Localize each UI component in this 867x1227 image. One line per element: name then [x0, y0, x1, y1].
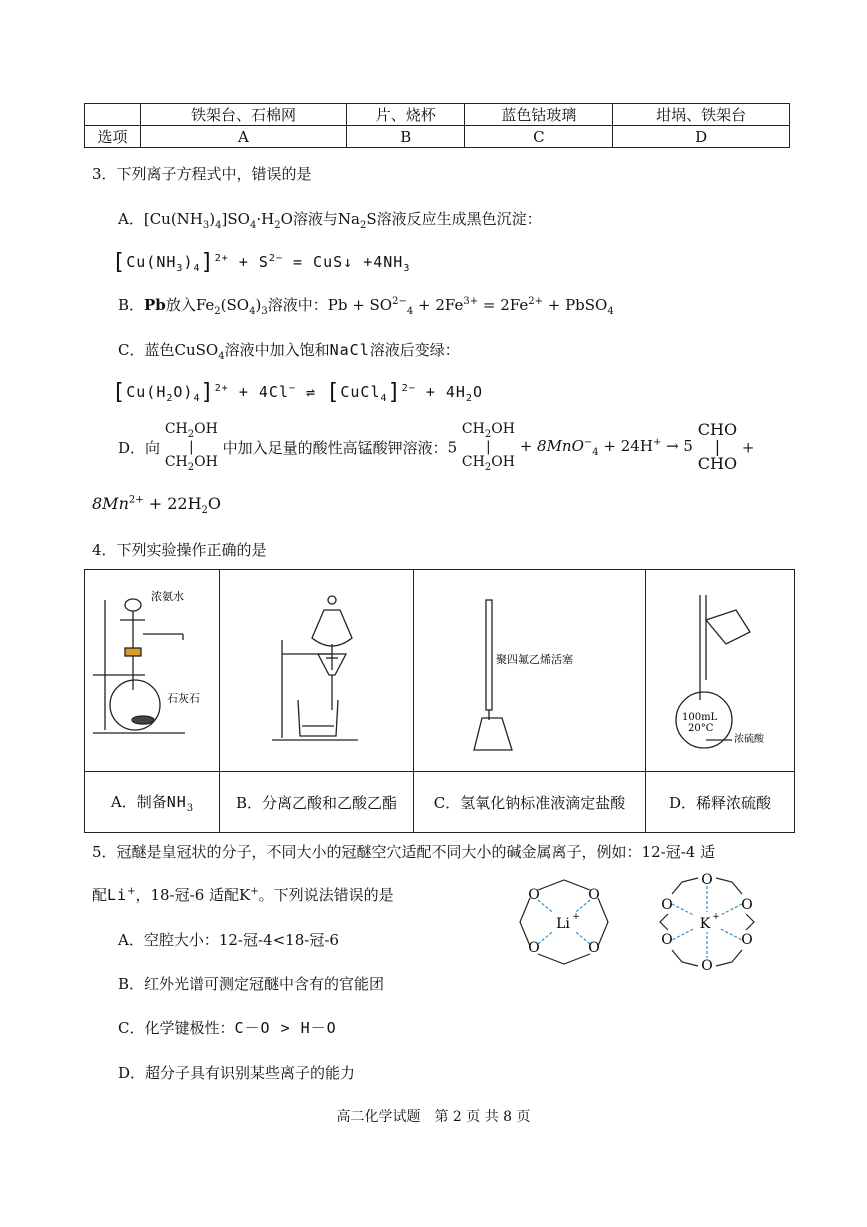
- caption-a: A．制备$NH_3$: [85, 772, 220, 833]
- svg-text:O: O: [528, 887, 540, 903]
- q3-stem: 3．下列离子方程式中，错误的是: [92, 165, 312, 183]
- answer-options-table: [84, 103, 790, 148]
- q3-option-d: D．向 $CH_2OH$ | $CH_2OH$ 中加入足量的酸性高锰酸钾溶液：5 $CH_2OH$ | $CH_2OH + 8MnO^-_4 + 24H^+ \to 5$ CHO | CHO +: [118, 420, 755, 474]
- table-cell: 坩埚、铁架台: [613, 104, 790, 126]
- crown-ether-18-6-structure: [652, 868, 764, 976]
- q5-option-d: D．超分子具有识别某些离子的能力: [118, 1064, 356, 1082]
- apparatus-b: [220, 570, 414, 772]
- ethylene-glycol-structure: $CH_2OH$ | $CH_2OH$: [164, 421, 218, 473]
- svg-text:O: O: [588, 887, 600, 903]
- glyoxal-structure: CHO | CHO: [697, 420, 738, 474]
- table-cell: 蓝色钴玻璃: [465, 104, 613, 126]
- svg-text:浓硫酸: 浓硫酸: [734, 734, 764, 745]
- svg-text:20°C: 20°C: [688, 723, 714, 734]
- table-row-label: 选项: [85, 126, 141, 148]
- q5-option-c: C．化学键极性：C－O > H－O: [118, 1019, 337, 1037]
- svg-text:石灰石: 石灰石: [167, 692, 200, 705]
- table-cell: [85, 104, 141, 126]
- svg-text:聚四氟乙烯活塞: 聚四氟乙烯活塞: [496, 653, 573, 666]
- q4-stem: 4．下列实验操作正确的是: [92, 541, 267, 559]
- svg-text:O: O: [741, 897, 753, 913]
- svg-text:O: O: [701, 872, 713, 888]
- caption-b: B．分离乙酸和乙酸乙酯: [220, 772, 414, 833]
- q3-option-b: B．Pb放入$Fe_2(SO_4)_3$溶液中：$Pb + SO^{2-}_4 + 2Fe^{3+} = 2Fe^{2+}$ + PbSO$_4$: [118, 296, 614, 317]
- apparatus-c: [414, 570, 646, 772]
- ethylene-glycol-structure: $CH_2OH$ | $CH_2OH$: [461, 421, 515, 473]
- table-cell: A: [141, 126, 347, 148]
- svg-text:+: +: [572, 912, 580, 922]
- q5-option-a: A．空腔大小：12-冠-4<18-冠-6: [118, 931, 339, 949]
- q5-stem-line2: 配Li+，18-冠-6 适配K+。下列说法错误的是: [92, 886, 394, 904]
- experiment-table: [84, 569, 795, 833]
- q3-option-c: C．蓝色CuSO$_4$溶液中加入饱和NaCl溶液后变绿：: [118, 341, 460, 362]
- q3-option-d-line2: $8Mn^{2+} + 22H_2O$: [92, 494, 222, 517]
- q3-option-a: A．$[Cu(NH_3)_4]SO_4\cdot H_2O$溶液与$Na_2S$溶液反应生成黑色沉淀：: [118, 210, 542, 231]
- q3-equation-c: $[Cu(H_2O)_4]^{2+} + 4Cl^-$ ⇌ [CuCl$_4$]$^{2-}$ + $4H_2O$: [112, 380, 484, 405]
- ammonia-apparatus-drawing: [85, 570, 219, 767]
- titration-burette-drawing: [414, 570, 645, 767]
- table-cell: D: [613, 126, 790, 148]
- apparatus-d: [646, 570, 795, 772]
- q5-stem-line1: 5．冠醚是皇冠状的分子，不同大小的冠醚空穴适配不同大小的碱金属离子，例如：12-冠-4 适: [92, 843, 716, 861]
- svg-text:浓氨水: 浓氨水: [151, 590, 184, 603]
- table-cell: 片、烧杯: [346, 104, 465, 126]
- apparatus-a: [85, 570, 220, 772]
- svg-text:O: O: [701, 958, 713, 974]
- svg-text:O: O: [661, 897, 673, 913]
- page-footer: 高二化学试题 第 2 页 共 8 页: [336, 1109, 531, 1125]
- svg-text:O: O: [528, 940, 540, 956]
- svg-text:Li: Li: [556, 916, 570, 932]
- table-cell: C: [465, 126, 613, 148]
- svg-text:O: O: [661, 932, 673, 948]
- volumetric-flask-drawing: [646, 570, 794, 767]
- svg-text:+: +: [712, 912, 720, 922]
- svg-text:K: K: [699, 916, 711, 932]
- svg-text:100mL: 100mL: [682, 712, 718, 723]
- table-cell: B: [346, 126, 465, 148]
- crown-ether-12-4-structure: [508, 872, 620, 972]
- svg-text:O: O: [741, 932, 753, 948]
- q5-option-b: B．红外光谱可测定冠醚中含有的官能团: [118, 975, 385, 993]
- table-cell: 铁架台、石棉网: [141, 104, 347, 126]
- separatory-funnel-drawing: [220, 570, 413, 767]
- svg-text:O: O: [588, 940, 600, 956]
- caption-d: D．稀释浓硫酸: [646, 772, 795, 833]
- caption-c: C．氢氧化钠标准液滴定盐酸: [414, 772, 646, 833]
- q3-equation-a: $[Cu(NH_3)_4]^{2+} + S^{2-}$ = CuS↓ $+4NH_3$: [112, 250, 411, 275]
